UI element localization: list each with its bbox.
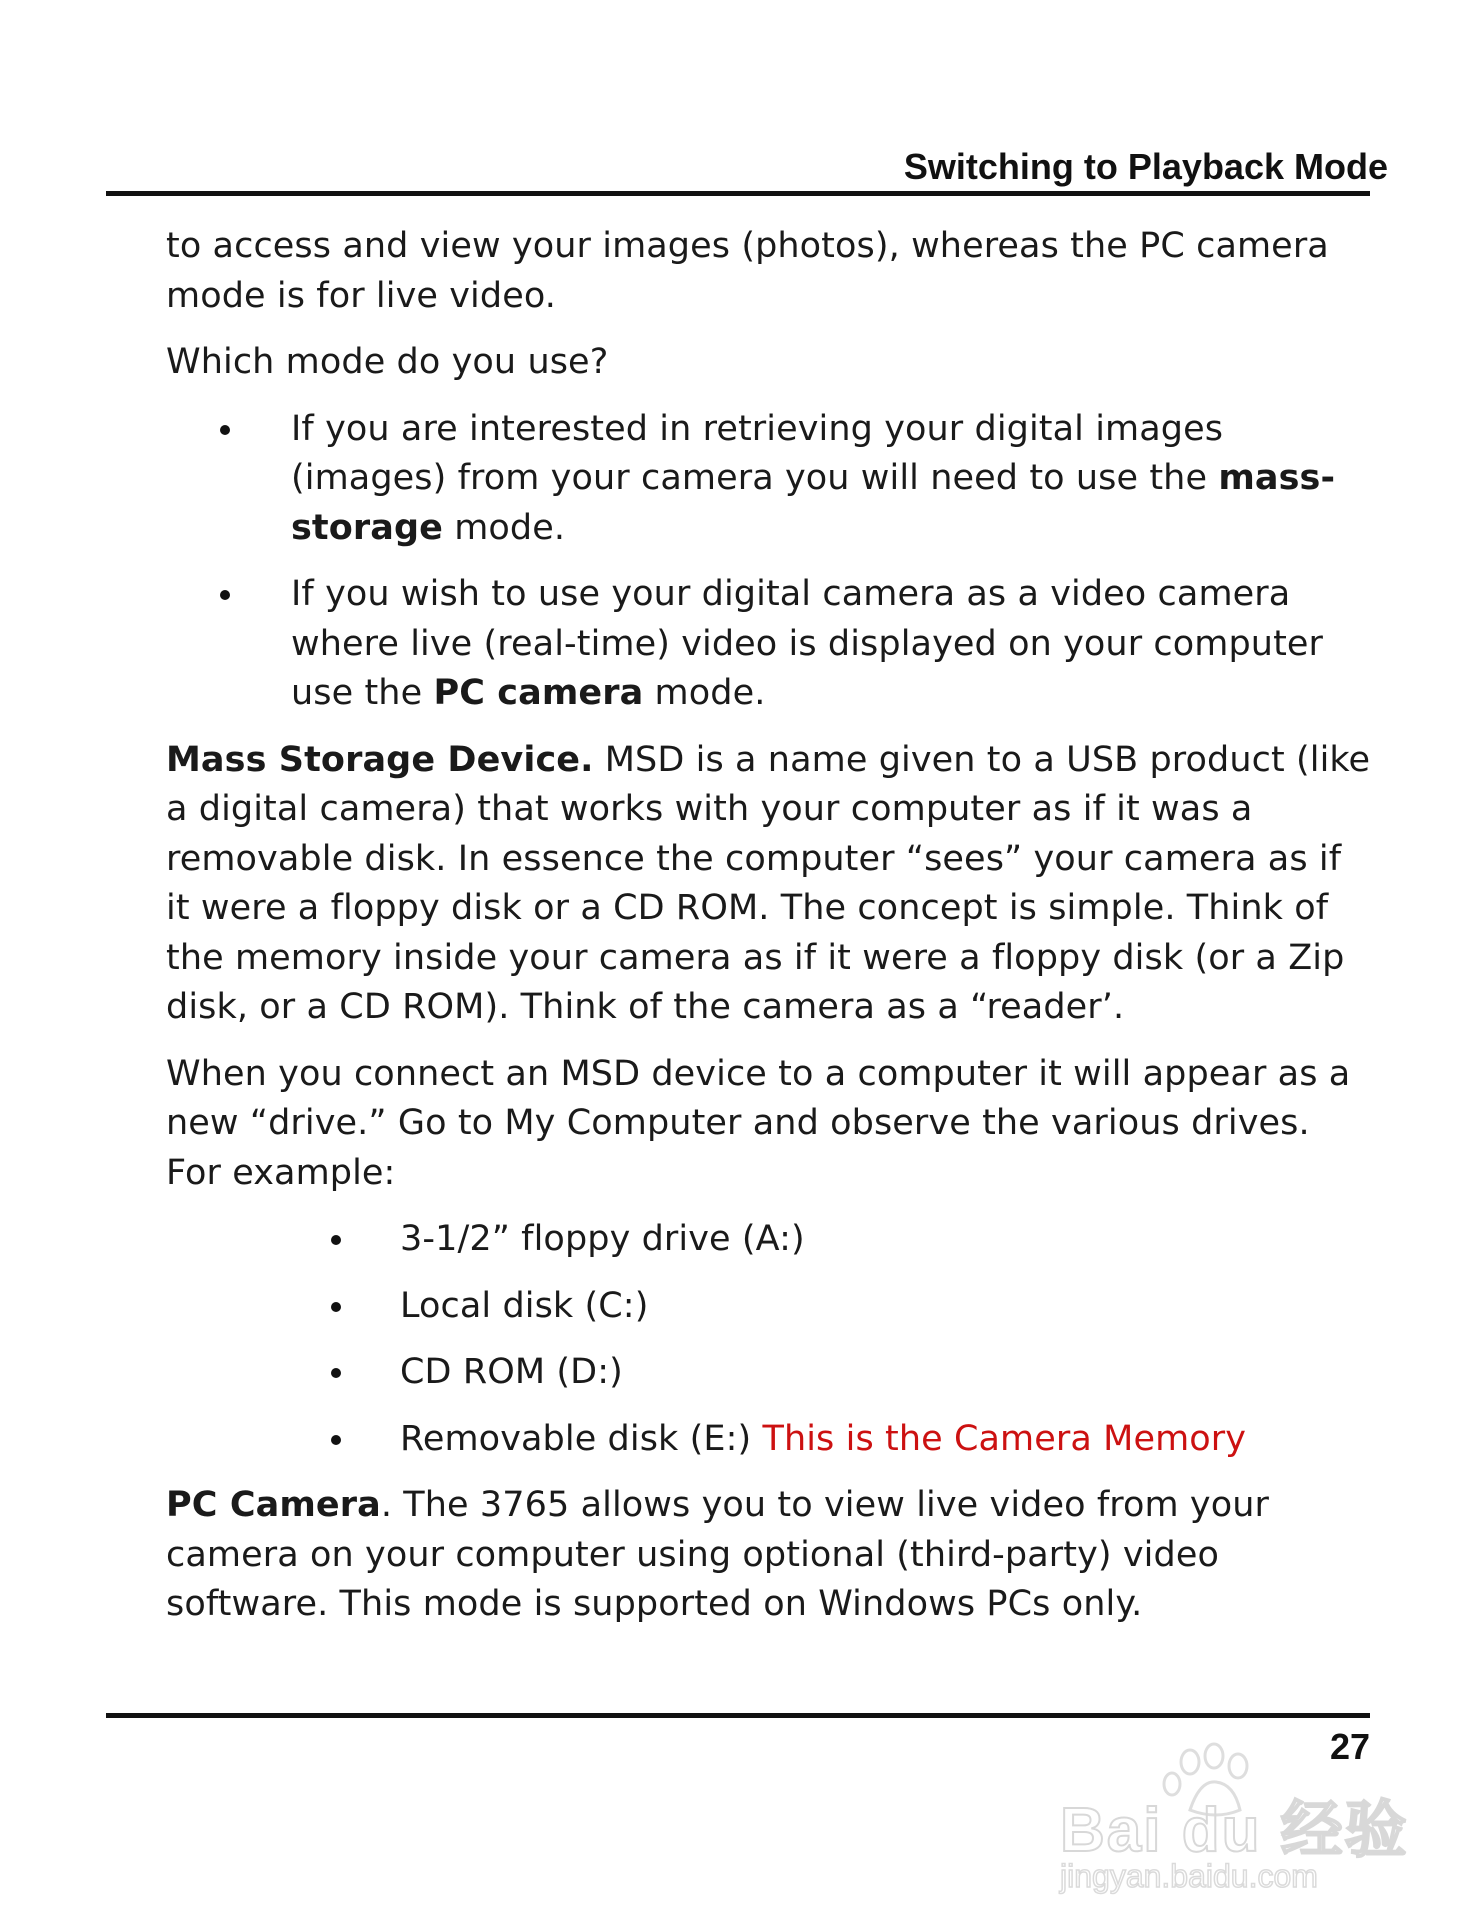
page-body [166,222,1371,1647]
list-item: If you are interested in retrieving your digital images (images) from your camera you will need to use the mass-storage mode. [166,405,1371,554]
camera-memory-note: This is the Camera Memory [762,1418,1247,1459]
page-header-title: Switching to Playback Mode [903,146,1388,187]
pc-camera-paragraph: PC Camera. The 3765 allows you to view live video from your camera on your computer using optional (third-party) video software. This mode is supported on Windows PCs only. [166,1485,1270,1624]
pc-camera-term: PC camera [433,673,644,713]
header-rule [106,191,1370,196]
watermark-brand: Bai du 经验 [1060,1796,1409,1865]
list-item: Local disk (C:) [166,1282,1371,1332]
mode-question: Which mode do you use? [166,342,609,382]
page-number: 27 [1329,1726,1370,1767]
drive-list [166,1215,1371,1464]
intro-paragraph: to access and view your images (photos), whereas the PC camera mode is for live video. [166,226,1329,316]
pc-camera-heading: PC Camera [166,1485,381,1525]
mode-list [166,405,1371,719]
list-item: Removable disk (E:) This is the Camera Memory [166,1415,1371,1465]
msd-paragraph: Mass Storage Device. MSD is a name given to a USB product (like a digital camera) that works with your computer as if it was a removable disk. In essence the computer “sees” your camera as if it were a floppy disk or a CD ROM. The concept is simple. Think of the memory inside your camera as if it were a floppy disk (or a Zip disk, or a CD ROM). Think of the camera as a “reader’. [166,739,1371,1027]
drives-intro-paragraph: When you connect an MSD device to a computer it will appear as a new “drive.” Go to My Computer and observe the various drives. For example: [166,1053,1351,1193]
list-item: If you wish to use your digital camera as a video camera where live (real-time) video is displayed on your computer use the PC camera mode. [166,570,1371,719]
baidu-watermark [1040,1740,1409,1910]
mass-storage-term: mass-storage [291,458,1336,548]
list-item: CD ROM (D:) [166,1348,1371,1398]
footer-rule [106,1713,1370,1718]
list-item: 3-1/2” floppy drive (A:) [166,1215,1371,1265]
watermark-url: jingyan.baidu.com [1060,1858,1318,1894]
msd-heading: Mass Storage Device. [166,739,594,780]
